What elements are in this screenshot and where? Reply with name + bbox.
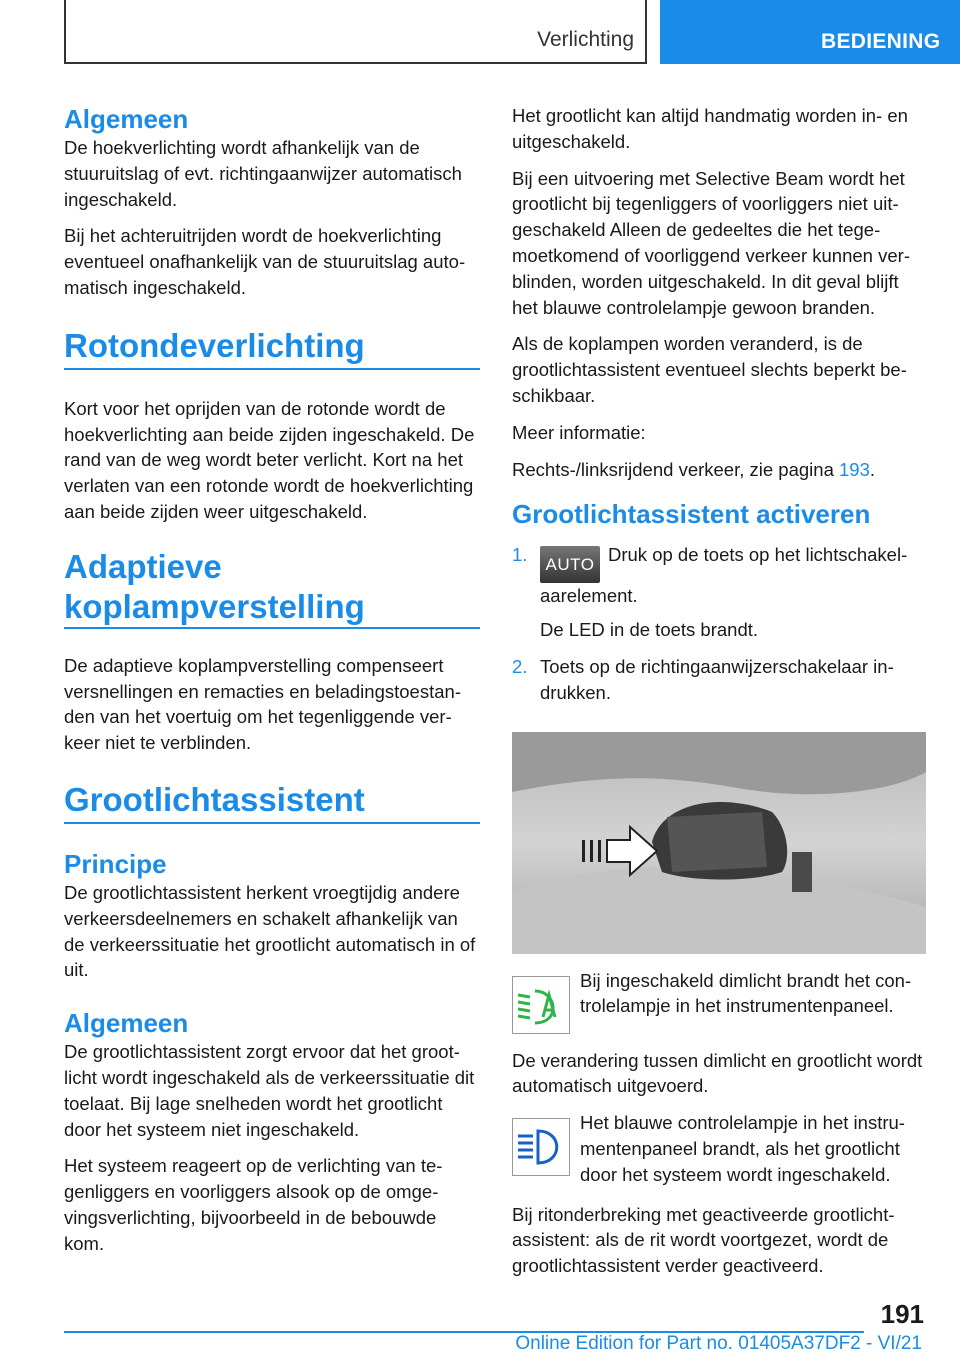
paragraph: Bij het achteruitrijden wordt de hoekverlichting eventueel onafhankelijk van de stuuruitslag automatisch ingeschakeld.: [64, 225, 466, 298]
link-suffix: .: [869, 458, 876, 480]
high-beam-blue-icon: [512, 1118, 570, 1176]
indicator-description: Bij ingeschakeld dimlicht brandt het controlelampje in het instrumentenpaneel.: [580, 969, 912, 1017]
header-chapter-tab[interactable]: BEDIENING: [660, 0, 960, 64]
paragraph: Bij ritonderbreking met geactiveerde grootlichtassistent: als de rit wordt voortgezet, wordt de grootlichtassistent verder geactiveerd.: [512, 1203, 895, 1277]
heading-adaptieve-koplampverstelling: Adaptieve koplampverstelling: [64, 547, 365, 625]
step-number: 1.: [512, 544, 528, 566]
left-column: [64, 103, 480, 1268]
heading-algemeen: Algemeen: [64, 1008, 189, 1039]
paragraph: Als de koplampen worden veranderd, is de grootlichtassistent eventueel slechts beperkt beschikbaar.: [512, 333, 907, 406]
heading-grootlichtassistent: Grootlichtassistent: [64, 780, 480, 824]
step-2: [512, 654, 926, 706]
step-subtext: De LED in de toets brandt.: [540, 619, 759, 641]
link-prefix: Rechts-/linksrijdend verkeer, zie pagina: [512, 458, 839, 480]
heading-principe: Principe: [64, 848, 167, 879]
step-number: 2.: [512, 655, 528, 677]
header-section-title: Verlichting: [537, 28, 634, 51]
stalk-illustration: [512, 732, 926, 954]
turn-signal-stalk-photo: [512, 732, 926, 954]
heading-algemeen: Algemeen: [64, 104, 189, 134]
right-column: [512, 103, 926, 1290]
high-beam-assistant-green-icon: [512, 976, 570, 1034]
auto-button-icon: AUTO: [540, 546, 600, 583]
paragraph: Kort voor het oprijden van de rotonde wordt de hoekverlichting aan beide zijden ingeschakeld. De rand van de weg wordt beter verlicht. Kort na het verlaten van een rotonde wordt de hoekverlichting aan beide zijden weer uitgeschakeld.: [64, 397, 475, 522]
paragraph: De hoekverlichting wordt afhankelijk van de stuuruitslag of evt. richtingaanwijzer automatisch ingeschakeld.: [64, 137, 462, 210]
step-1: [512, 542, 926, 643]
paragraph: Bij een uitvoering met Selective Beam wordt het grootlicht bij tegenliggers of voorliggers niet uitgeschakeld Alleen de gedeeltes die het tegemoetkomend of voorliggend verkeer kunnen verblinden, worden uitgeschakeld. In dit geval blijft het blauwe controlelampje gewoon branden.: [512, 167, 910, 318]
indicator-green-row: [512, 968, 926, 1034]
page-link-193[interactable]: 193: [839, 458, 870, 480]
footer-edition: Online Edition for Part no. 01405A37DF2 - VI/21: [515, 1333, 922, 1354]
heading-grootlichtassistent-activeren: Grootlichtassistent activeren: [512, 499, 871, 530]
paragraph: De adaptieve koplampverstelling compenseert versnellingen en remacties en beladingstoestanden van het voertuig om het tegenliggende verkeer niet te verblinden.: [64, 654, 461, 754]
indicator-blue-row: [512, 1110, 926, 1187]
paragraph: De grootlichtassistent herkent vroegtijdig andere verkeersdeelnemers en schakelt afhankelijk van de verkeerssituatie het grootlicht automatisch in of uit.: [64, 881, 476, 981]
heading-rule: [64, 627, 480, 629]
paragraph: De grootlichtassistent zorgt ervoor dat het grootlicht wordt ingeschakeld als de verkeerssituatie dit toelaat. Bij lage snelheden wordt het grootlicht door het systeem niet ingeschakeld.: [64, 1041, 475, 1140]
paragraph: Het systeem reageert op de verlichting van tegenliggers en voorliggers alsook op de omgevingsverlichting, bijvoorbeeld in de bebouwde kom.: [64, 1155, 443, 1254]
page-number: 191: [880, 1299, 924, 1329]
step-text: Toets op de richtingaanwijzerschakelaar indrukken.: [540, 655, 894, 703]
heading-rotondeverlichting: Rotondeverlichting: [64, 326, 480, 370]
paragraph-with-link: [512, 457, 926, 483]
step-text: Druk op de toets op het lichtschakelaarelement.: [540, 544, 908, 607]
paragraph: Meer informatie:: [512, 421, 646, 443]
indicator-description: Het blauwe controlelampje in het instrumentenpaneel brandt, als het grootlicht door het systeem wordt ingeschakeld.: [580, 1112, 905, 1185]
paragraph: De verandering tussen dimlicht en grootlicht wordt automatisch uitgevoerd.: [512, 1049, 923, 1097]
paragraph: Het grootlicht kan altijd handmatig worden in- en uitgeschakeld.: [512, 105, 908, 152]
